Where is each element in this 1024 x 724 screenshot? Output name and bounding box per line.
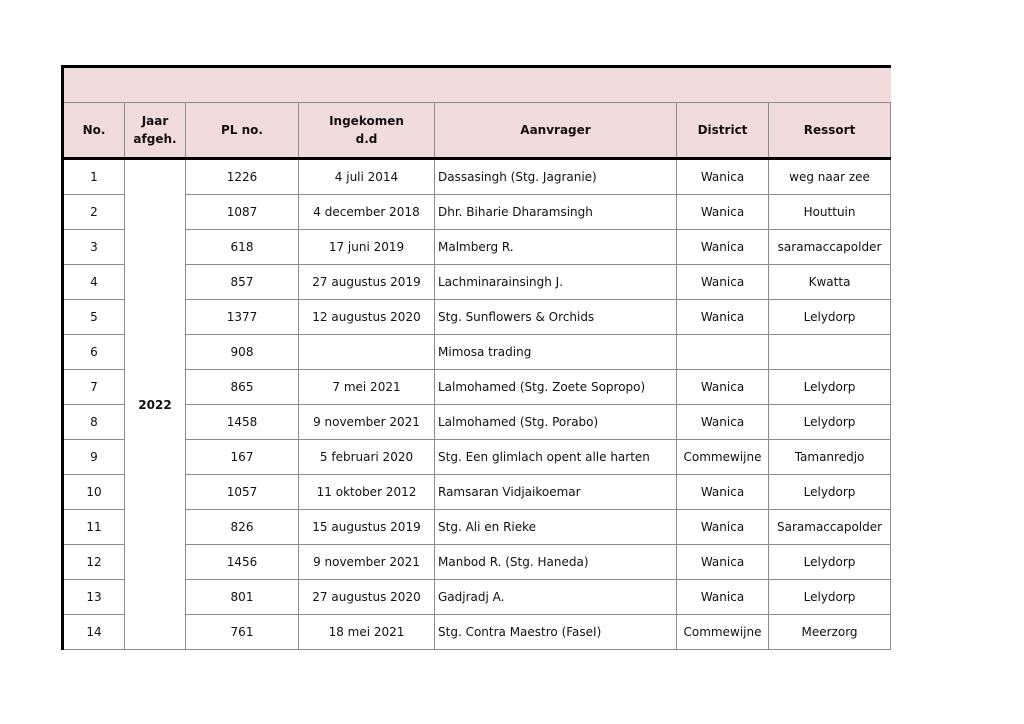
cell-date: 18 mei 2021 xyxy=(299,615,435,650)
cell-no: 2 xyxy=(63,195,125,230)
table-row xyxy=(63,159,891,195)
table-row xyxy=(63,615,891,650)
cell-date: 15 augustus 2019 xyxy=(299,510,435,545)
cell-date: 5 februari 2020 xyxy=(299,440,435,475)
cell-no: 9 xyxy=(63,440,125,475)
cell-no: 10 xyxy=(63,475,125,510)
cell-year: 2022 xyxy=(125,159,186,650)
cell-no: 4 xyxy=(63,265,125,300)
cell-no: 8 xyxy=(63,405,125,440)
cell-pl: 801 xyxy=(186,580,299,615)
cell-district xyxy=(677,335,769,370)
cell-pl: 857 xyxy=(186,265,299,300)
header-pl: PL no. xyxy=(186,103,299,159)
cell-ressort: Houttuin xyxy=(769,195,891,230)
table-row xyxy=(63,370,891,405)
cell-ressort xyxy=(769,335,891,370)
cell-aanvrager: Stg. Contra Maestro (FaseI) xyxy=(435,615,677,650)
cell-date: 4 juli 2014 xyxy=(299,159,435,195)
cell-date: 4 december 2018 xyxy=(299,195,435,230)
cell-district: Wanica xyxy=(677,370,769,405)
header-jaar-line1: Jaar xyxy=(141,114,169,128)
cell-ressort: Lelydorp xyxy=(769,475,891,510)
cell-no: 13 xyxy=(63,580,125,615)
table-row xyxy=(63,195,891,230)
cell-no: 14 xyxy=(63,615,125,650)
cell-ressort: Tamanredjo xyxy=(769,440,891,475)
table-row xyxy=(63,265,891,300)
cell-date: 12 augustus 2020 xyxy=(299,300,435,335)
header-ingekomen xyxy=(299,103,435,159)
cell-ressort: Lelydorp xyxy=(769,370,891,405)
cell-district: Wanica xyxy=(677,159,769,195)
cell-ressort: saramaccapolder xyxy=(769,230,891,265)
cell-aanvrager: Ramsaran Vidjaikoemar xyxy=(435,475,677,510)
table-row xyxy=(63,335,891,370)
cell-district: Wanica xyxy=(677,195,769,230)
cell-district: Wanica xyxy=(677,230,769,265)
cell-ressort: weg naar zee xyxy=(769,159,891,195)
cell-ressort: Lelydorp xyxy=(769,300,891,335)
header-ingekomen-line2: d.d xyxy=(355,132,378,146)
cell-district: Wanica xyxy=(677,265,769,300)
cell-date: 11 oktober 2012 xyxy=(299,475,435,510)
cell-date: 7 mei 2021 xyxy=(299,370,435,405)
cell-aanvrager: Dhr. Biharie Dharamsingh xyxy=(435,195,677,230)
cell-district: Wanica xyxy=(677,475,769,510)
cell-pl: 1057 xyxy=(186,475,299,510)
cell-ressort: Kwatta xyxy=(769,265,891,300)
cell-ressort: Lelydorp xyxy=(769,405,891,440)
header-row xyxy=(63,103,891,159)
cell-date: 9 november 2021 xyxy=(299,545,435,580)
cell-no: 6 xyxy=(63,335,125,370)
cell-aanvrager: Stg. Sunflowers & Orchids xyxy=(435,300,677,335)
header-jaar-line2: afgeh. xyxy=(133,132,177,146)
cell-no: 3 xyxy=(63,230,125,265)
title-banner-cell xyxy=(63,67,891,103)
header-jaar xyxy=(125,103,186,159)
cell-pl: 167 xyxy=(186,440,299,475)
table-row xyxy=(63,440,891,475)
cell-ressort: Saramaccapolder xyxy=(769,510,891,545)
table-row xyxy=(63,545,891,580)
cell-pl: 908 xyxy=(186,335,299,370)
cell-district: Commewijne xyxy=(677,615,769,650)
header-district: District xyxy=(677,103,769,159)
title-banner-row xyxy=(63,67,891,103)
header-ingekomen-line1: Ingekomen xyxy=(329,114,404,128)
cell-aanvrager: Gadjradj A. xyxy=(435,580,677,615)
table-row xyxy=(63,580,891,615)
cell-no: 1 xyxy=(63,159,125,195)
cell-no: 12 xyxy=(63,545,125,580)
cell-pl: 1458 xyxy=(186,405,299,440)
cell-pl: 618 xyxy=(186,230,299,265)
cell-district: Wanica xyxy=(677,510,769,545)
applications-table xyxy=(61,65,891,650)
cell-date xyxy=(299,335,435,370)
cell-district: Wanica xyxy=(677,300,769,335)
cell-aanvrager: Manbod R. (Stg. Haneda) xyxy=(435,545,677,580)
header-aanvrager: Aanvrager xyxy=(435,103,677,159)
cell-district: Commewijne xyxy=(677,440,769,475)
cell-no: 5 xyxy=(63,300,125,335)
cell-ressort: Lelydorp xyxy=(769,580,891,615)
cell-pl: 761 xyxy=(186,615,299,650)
cell-district: Wanica xyxy=(677,580,769,615)
cell-district: Wanica xyxy=(677,545,769,580)
cell-aanvrager: Stg. Een glimlach opent alle harten xyxy=(435,440,677,475)
cell-date: 17 juni 2019 xyxy=(299,230,435,265)
cell-pl: 1377 xyxy=(186,300,299,335)
cell-aanvrager: Dassasingh (Stg. Jagranie) xyxy=(435,159,677,195)
cell-aanvrager: Lalmohamed (Stg. Porabo) xyxy=(435,405,677,440)
cell-date: 27 augustus 2019 xyxy=(299,265,435,300)
header-ressort: Ressort xyxy=(769,103,891,159)
cell-no: 11 xyxy=(63,510,125,545)
cell-pl: 865 xyxy=(186,370,299,405)
table-row xyxy=(63,230,891,265)
cell-date: 9 november 2021 xyxy=(299,405,435,440)
cell-aanvrager: Lachminarainsingh J. xyxy=(435,265,677,300)
cell-aanvrager: Malmberg R. xyxy=(435,230,677,265)
table-row xyxy=(63,405,891,440)
cell-no: 7 xyxy=(63,370,125,405)
cell-pl: 826 xyxy=(186,510,299,545)
table-row xyxy=(63,475,891,510)
cell-ressort: Meerzorg xyxy=(769,615,891,650)
cell-pl: 1456 xyxy=(186,545,299,580)
cell-aanvrager: Mimosa trading xyxy=(435,335,677,370)
cell-ressort: Lelydorp xyxy=(769,545,891,580)
table-row xyxy=(63,300,891,335)
cell-aanvrager: Lalmohamed (Stg. Zoete Sopropo) xyxy=(435,370,677,405)
cell-date: 27 augustus 2020 xyxy=(299,580,435,615)
cell-district: Wanica xyxy=(677,405,769,440)
table-row xyxy=(63,510,891,545)
cell-pl: 1087 xyxy=(186,195,299,230)
table-body xyxy=(63,67,891,650)
cell-pl: 1226 xyxy=(186,159,299,195)
header-no: No. xyxy=(63,103,125,159)
cell-aanvrager: Stg. Ali en Rieke xyxy=(435,510,677,545)
